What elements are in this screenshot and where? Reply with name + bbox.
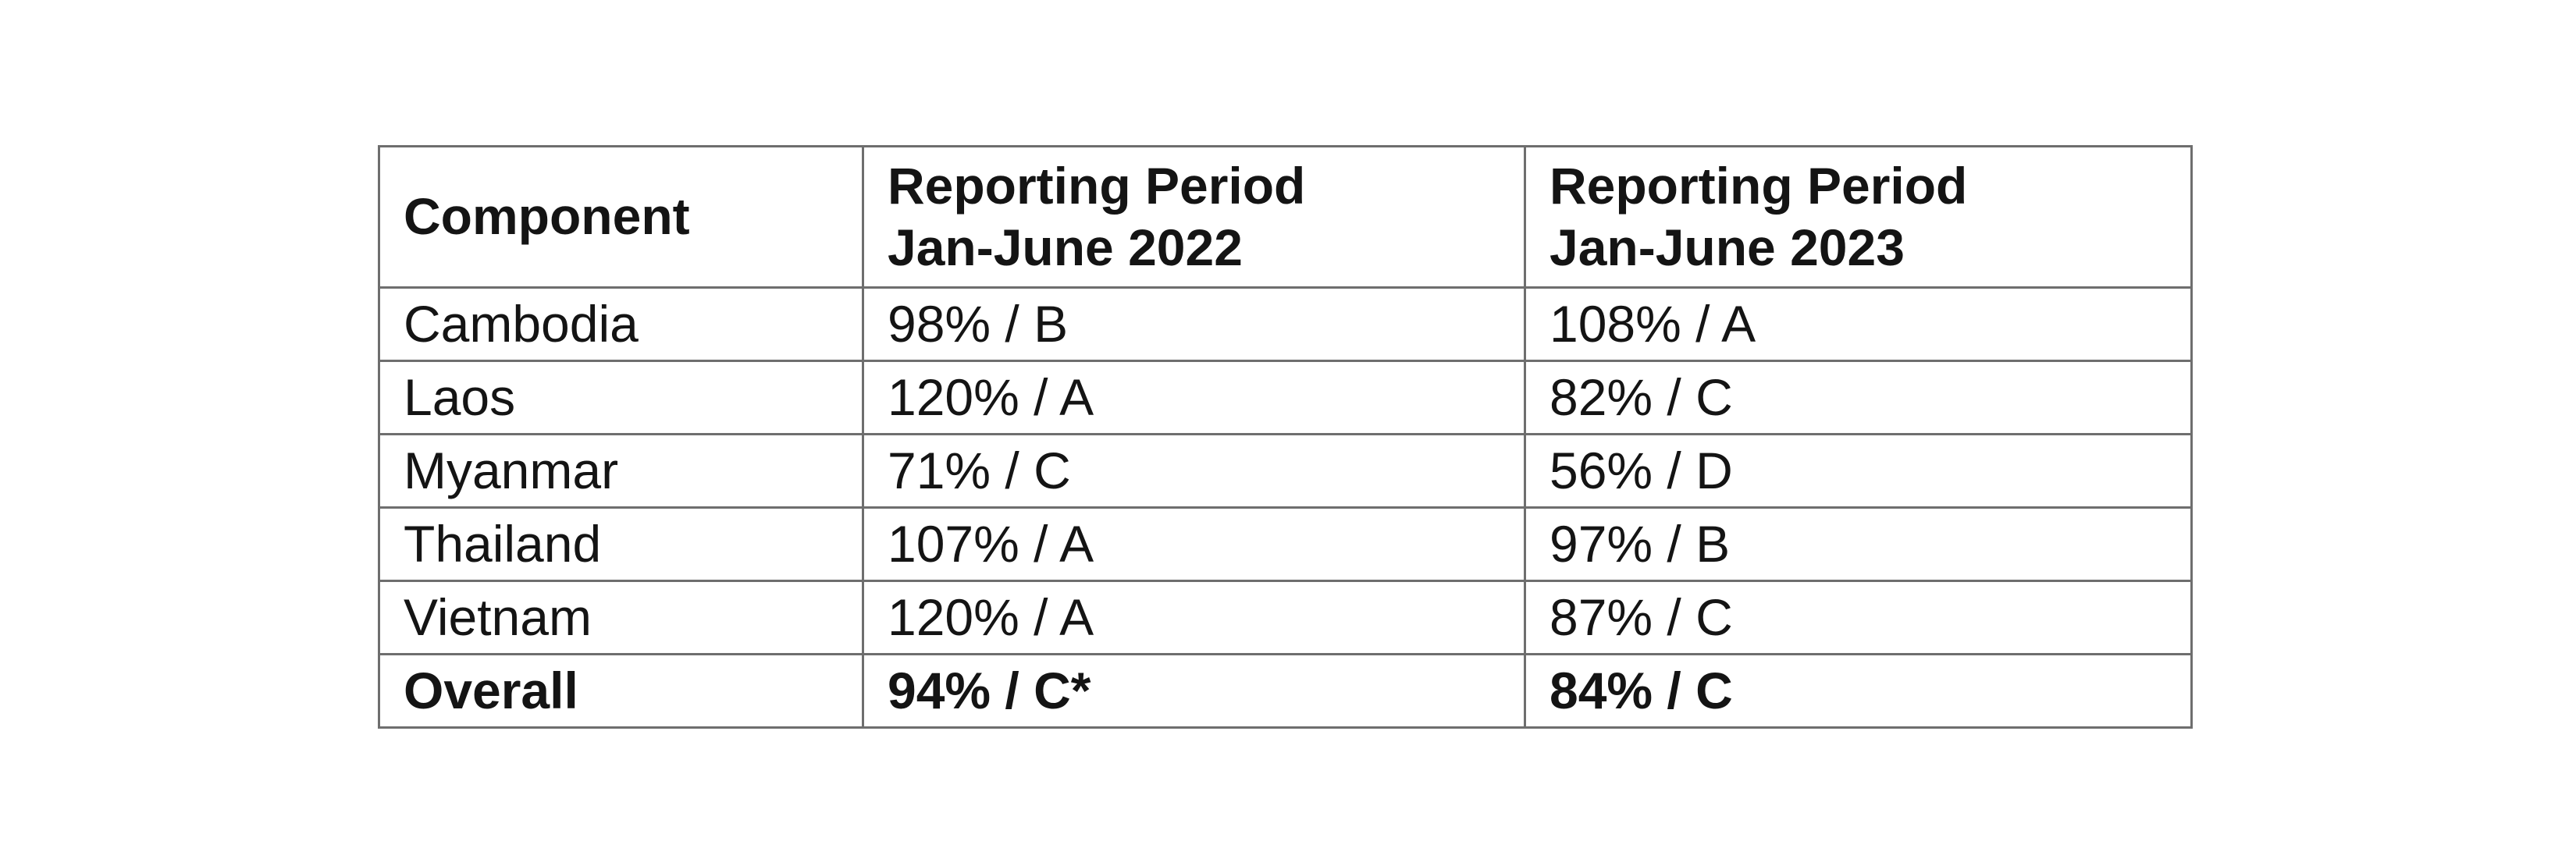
- cell-period-2022: 107% / A: [863, 508, 1525, 581]
- header-period-2022-line2: Jan-June 2022: [888, 218, 1243, 276]
- cell-period-2023: 84% / C: [1525, 655, 2192, 728]
- cell-period-2022: 120% / A: [863, 361, 1525, 435]
- cell-period-2022: 71% / C: [863, 435, 1525, 508]
- header-period-2023: [1525, 147, 2192, 288]
- cell-period-2022: 98% / B: [863, 288, 1525, 361]
- cell-period-2023: 97% / B: [1525, 508, 2192, 581]
- table-row-overall: [379, 655, 2192, 728]
- table-row: [379, 361, 2192, 435]
- cell-component: Cambodia: [379, 288, 863, 361]
- table-row: [379, 435, 2192, 508]
- header-component: [379, 147, 863, 288]
- table-row: [379, 508, 2192, 581]
- cell-component: Overall: [379, 655, 863, 728]
- header-period-2023-line2: Jan-June 2023: [1550, 218, 1905, 276]
- cell-period-2023: 56% / D: [1525, 435, 2192, 508]
- header-period-2022-line1: Reporting Period: [888, 156, 1306, 215]
- header-component-line: Component: [404, 187, 690, 246]
- table-row: [379, 288, 2192, 361]
- cell-component: Myanmar: [379, 435, 863, 508]
- table-row: [379, 581, 2192, 655]
- cell-component: Vietnam: [379, 581, 863, 655]
- performance-table: [378, 145, 2193, 729]
- table-header-row: [379, 147, 2192, 288]
- cell-period-2023: 108% / A: [1525, 288, 2192, 361]
- header-period-2023-line1: Reporting Period: [1550, 156, 1968, 215]
- cell-period-2022: 94% / C*: [863, 655, 1525, 728]
- performance-table-container: [378, 145, 2193, 729]
- cell-period-2023: 82% / C: [1525, 361, 2192, 435]
- cell-component: Thailand: [379, 508, 863, 581]
- cell-period-2023: 87% / C: [1525, 581, 2192, 655]
- header-period-2022: [863, 147, 1525, 288]
- cell-period-2022: 120% / A: [863, 581, 1525, 655]
- cell-component: Laos: [379, 361, 863, 435]
